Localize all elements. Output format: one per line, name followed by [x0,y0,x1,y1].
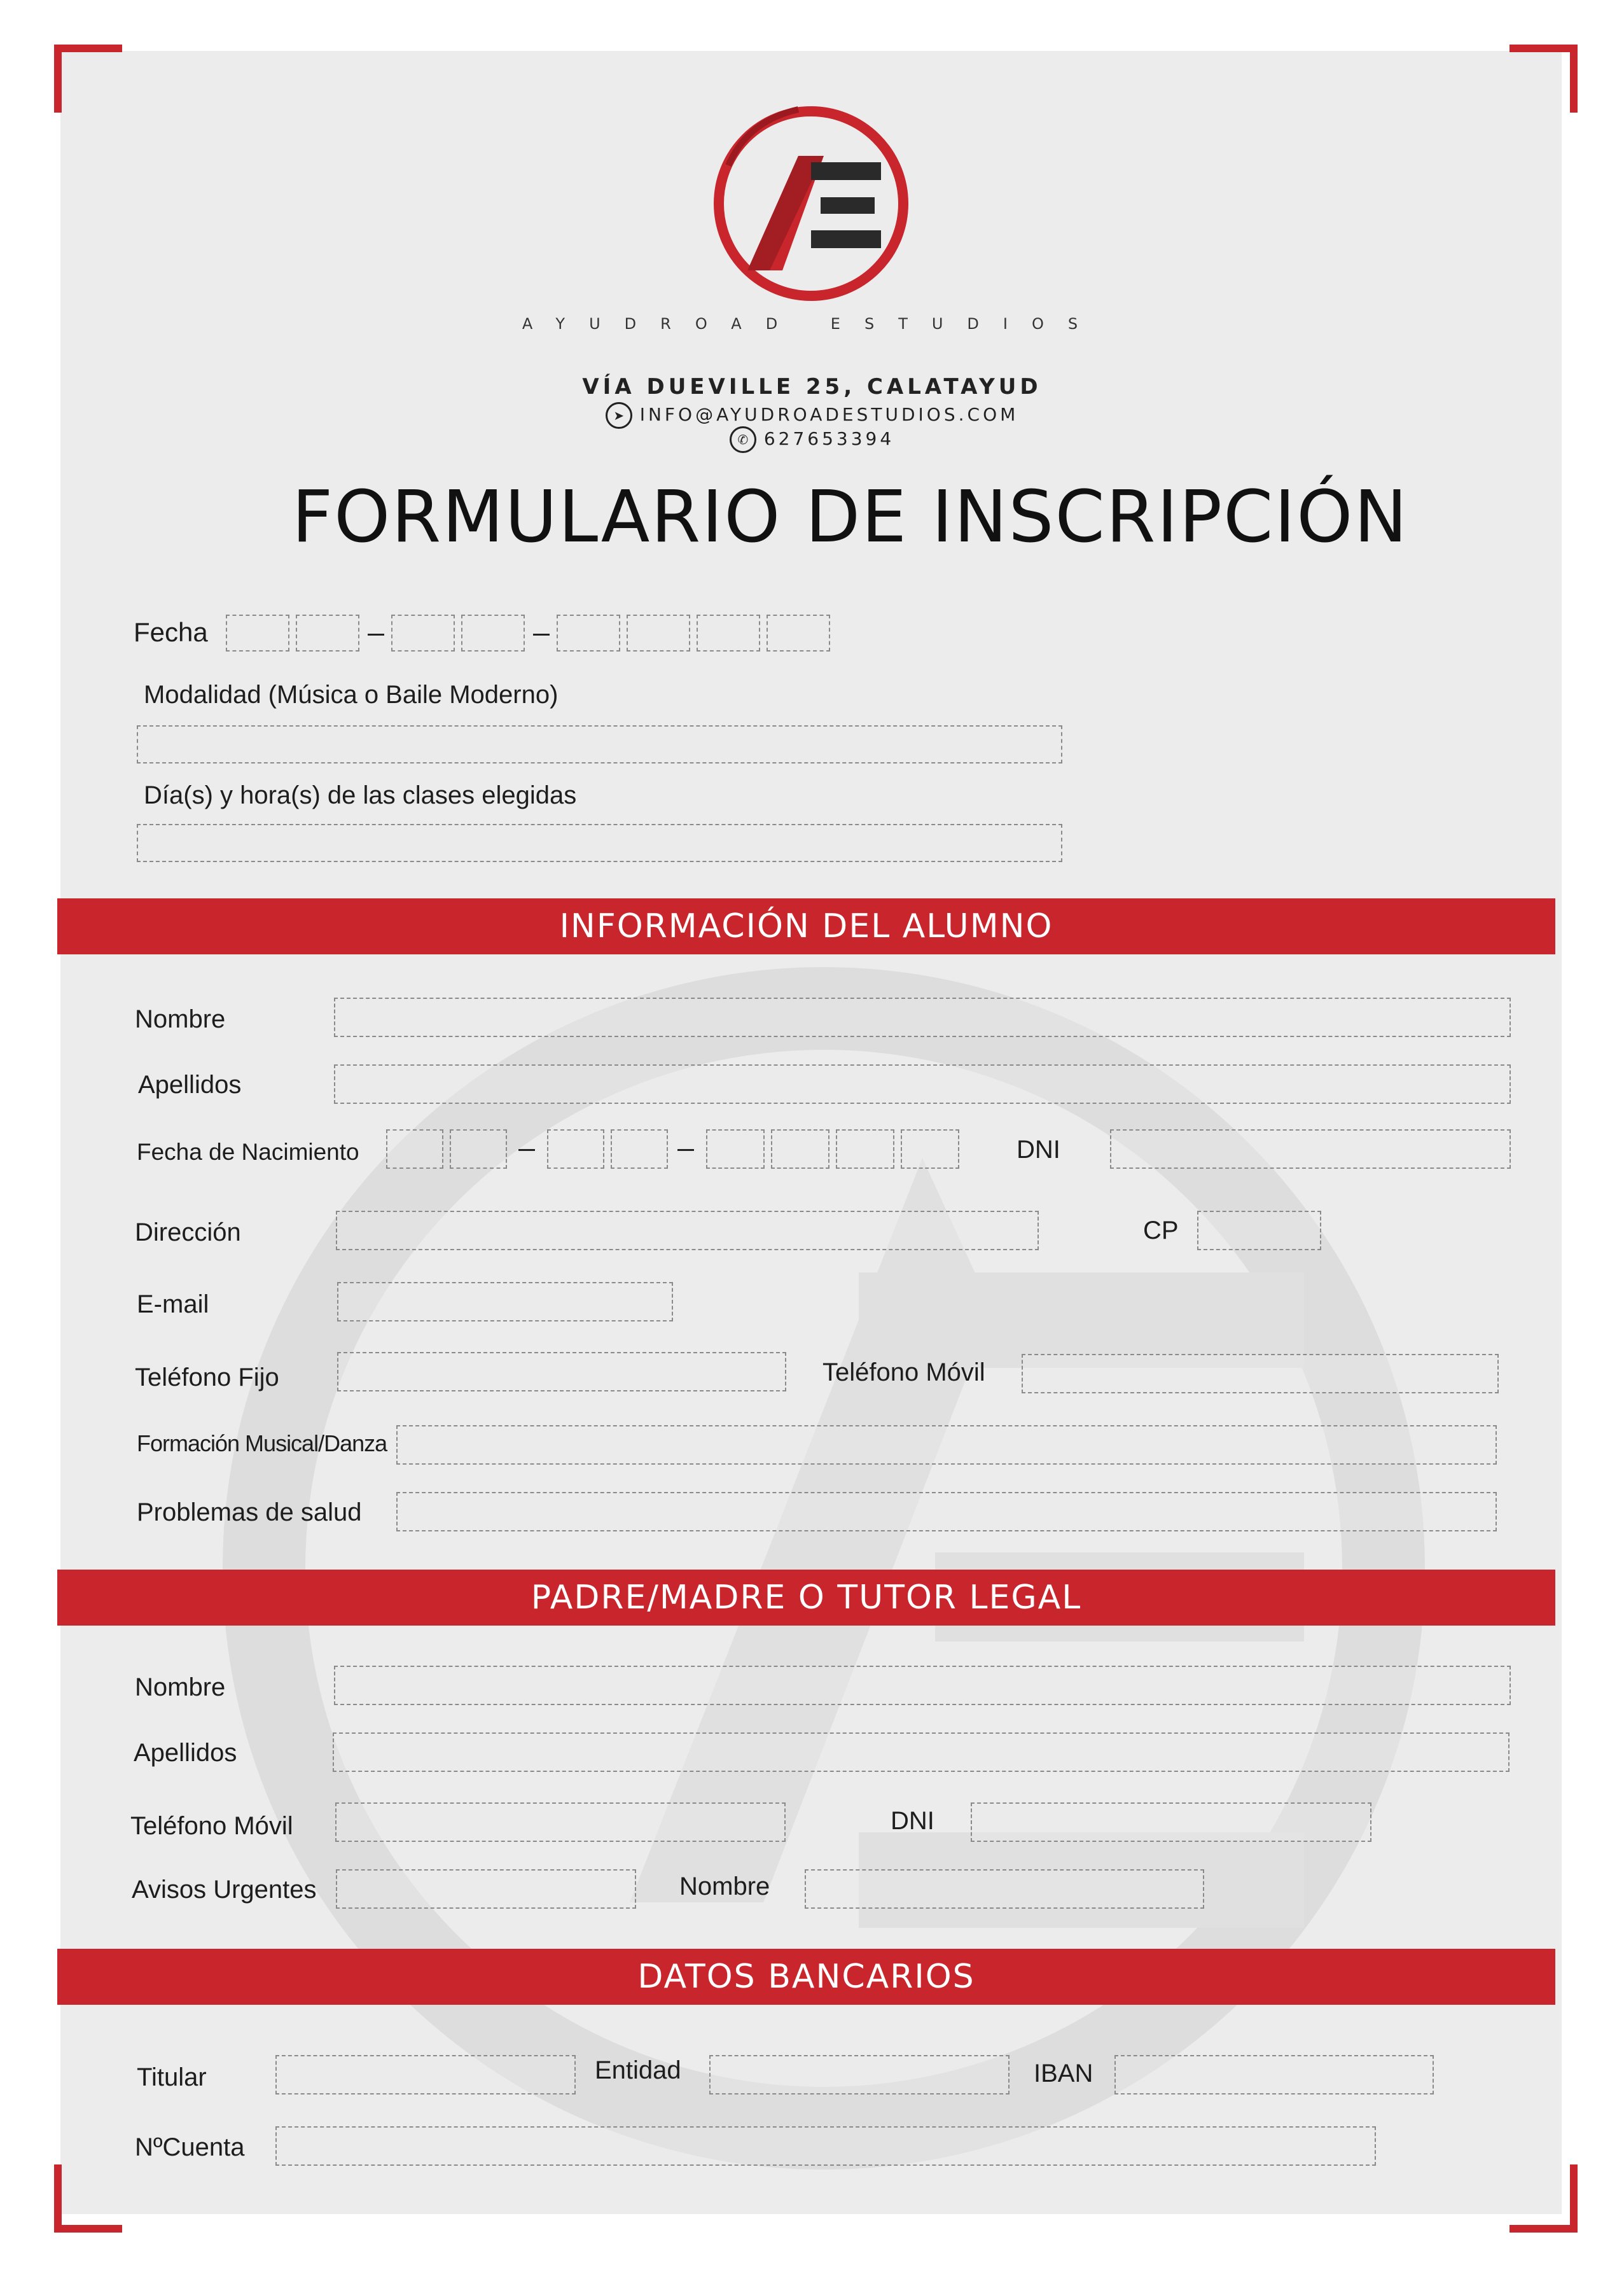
contact-email-line [0,402,1624,429]
alumno-telefono-movil-label: Teléfono Móvil [822,1358,985,1386]
corner-mark [54,45,122,113]
fecha-day-digit-1[interactable] [226,615,289,652]
brand-name: AYUDROAD ESTUDIOS [522,315,1102,333]
tutor-avisos-nombre-label: Nombre [679,1872,770,1900]
watermark-logo-icon [172,916,1476,2220]
contact-email[interactable]: INFO@AYUDROADESTUDIOS.COM [639,404,1019,425]
date-separator [677,1149,694,1151]
alumno-formacion-field[interactable] [396,1425,1497,1465]
alumno-email-field[interactable] [337,1282,673,1321]
alumno-telefono-fijo-field[interactable] [337,1352,786,1391]
banco-titular-label: Titular [137,2063,207,2091]
date-separator [533,634,550,636]
alumno-telefono-movil-field[interactable] [1022,1354,1499,1393]
banco-titular-field[interactable] [275,2055,576,2094]
section-header-banco: DATOS BANCARIOS [57,1949,1555,2005]
fecha-year-digit-2[interactable] [627,615,690,652]
fecha-label: Fecha [134,617,208,647]
nacimiento-day-digit-2[interactable] [450,1129,507,1169]
banco-entidad-label: Entidad [595,2056,681,2084]
banco-iban-label: IBAN [1034,2059,1093,2087]
studio-address: VÍA DUEVILLE 25, CALATAYUD [582,374,1042,400]
banco-entidad-field[interactable] [709,2055,1010,2094]
alumno-cp-field[interactable] [1197,1211,1321,1250]
dias-label: Día(s) y hora(s) de las clases elegidas [144,781,577,809]
page-title: FORMULARIO DE INSCRIPCIÓN [291,476,1409,559]
section-header-tutor: PADRE/MADRE O TUTOR LEGAL [57,1570,1555,1626]
nacimiento-month-digit-2[interactable] [611,1129,668,1169]
alumno-apellidos-field[interactable] [334,1064,1511,1104]
nacimiento-year-digit-1[interactable] [706,1129,765,1169]
nacimiento-year-digit-4[interactable] [901,1129,959,1169]
section-header-alumno: INFORMACIÓN DEL ALUMNO [57,898,1555,954]
alumno-salud-field[interactable] [396,1492,1497,1531]
tutor-avisos-nombre-field[interactable] [805,1869,1204,1909]
alumno-cp-label: CP [1143,1216,1179,1244]
phone-icon: ✆ [730,426,756,453]
modalidad-label: Modalidad (Música o Baile Moderno) [144,681,559,709]
alumno-apellidos-label: Apellidos [138,1071,242,1099]
tutor-apellidos-label: Apellidos [134,1739,237,1767]
alumno-salud-label: Problemas de salud [137,1498,362,1526]
banco-iban-field[interactable] [1114,2055,1434,2094]
tutor-telefono-movil-field[interactable] [335,1802,786,1842]
banco-cuenta-label: NºCuenta [135,2133,245,2161]
corner-mark [54,2164,122,2233]
alumno-fecha-nacimiento-label: Fecha de Nacimiento [137,1139,359,1165]
banco-cuenta-field[interactable] [275,2126,1376,2166]
tutor-nombre-label: Nombre [135,1673,226,1701]
alumno-telefono-fijo-label: Teléfono Fijo [135,1363,279,1391]
tutor-apellidos-field[interactable] [333,1732,1509,1772]
fecha-year-digit-3[interactable] [697,615,760,652]
fecha-year-digit-1[interactable] [557,615,620,652]
alumno-email-label: E-mail [137,1290,209,1318]
fecha-year-digit-4[interactable] [767,615,830,652]
corner-mark [1509,45,1578,113]
fecha-month-digit-2[interactable] [461,615,525,652]
alumno-formacion-label: Formación Musical/Danza [137,1430,387,1456]
alumno-nombre-label: Nombre [135,1005,226,1033]
tutor-dni-label: DNI [891,1807,934,1835]
contact-phone-line [0,426,1624,453]
nacimiento-year-digit-2[interactable] [771,1129,829,1169]
dias-field[interactable] [137,824,1062,862]
fecha-month-digit-1[interactable] [391,615,455,652]
contact-phone[interactable]: 627653394 [763,428,895,449]
alumno-nombre-field[interactable] [334,998,1511,1037]
tutor-avisos-label: Avisos Urgentes [132,1876,317,1904]
tutor-dni-field[interactable] [971,1802,1371,1842]
tutor-avisos-field[interactable] [336,1869,636,1909]
tutor-telefono-movil-label: Teléfono Móvil [130,1812,293,1840]
alumno-direccion-label: Dirección [135,1218,241,1246]
modalidad-field[interactable] [137,725,1062,763]
date-separator [518,1149,535,1151]
ae-logo-icon [703,95,919,312]
send-icon: ➤ [606,402,632,429]
alumno-direccion-field[interactable] [336,1211,1039,1250]
corner-mark [1509,2164,1578,2233]
nacimiento-month-digit-1[interactable] [547,1129,604,1169]
fecha-day-digit-2[interactable] [296,615,359,652]
nacimiento-year-digit-3[interactable] [836,1129,894,1169]
alumno-dni-label: DNI [1017,1136,1060,1164]
date-separator [368,634,384,636]
nacimiento-day-digit-1[interactable] [386,1129,443,1169]
tutor-nombre-field[interactable] [334,1666,1511,1705]
alumno-dni-field[interactable] [1110,1129,1511,1169]
